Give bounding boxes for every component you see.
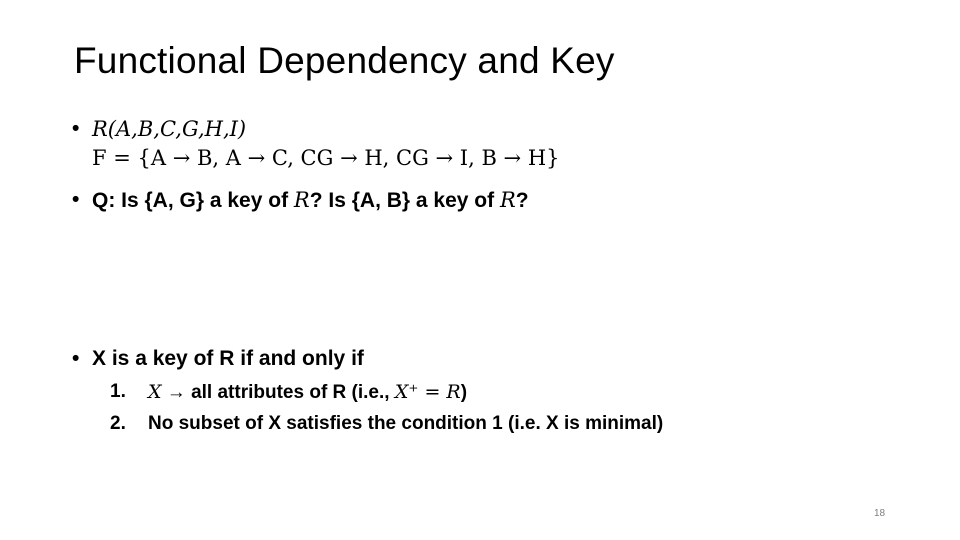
question-prefix: Q: Is {A, G} a key of [92,189,294,212]
question-middle: ? Is {A, B} a key of [309,189,500,212]
condition-body: → all attributes of R (i.e., [161,382,395,403]
bullet-icon: • [72,347,80,370]
condition-number: 1. [110,381,126,402]
slide-title: Functional Dependency and Key [74,40,615,81]
closure-expression: X⁺ = R [394,381,461,403]
bullet-icon: • [72,188,80,211]
question-suffix: ? [515,189,529,212]
condition-text [148,381,467,404]
bullet-icon: • [72,117,80,140]
functional-dependencies: F = {A → B, A → C, CG → H, CG → I, B → H} [92,146,560,170]
relation-symbol: R [293,188,310,212]
key-definition-text: X is a key of R if and only if [92,347,364,370]
condition-number: 2. [110,413,126,434]
page-number: 18 [874,508,886,519]
condition-text: No subset of X satisfies the condition 1 (i.e. X is minimal) [148,413,664,434]
question-text [92,188,529,213]
condition-close: ) [460,382,468,403]
x-symbol: X [148,381,162,403]
relation-symbol: R [499,188,516,212]
relation-schema: R(A,B,C,G,H,I) [92,117,247,141]
